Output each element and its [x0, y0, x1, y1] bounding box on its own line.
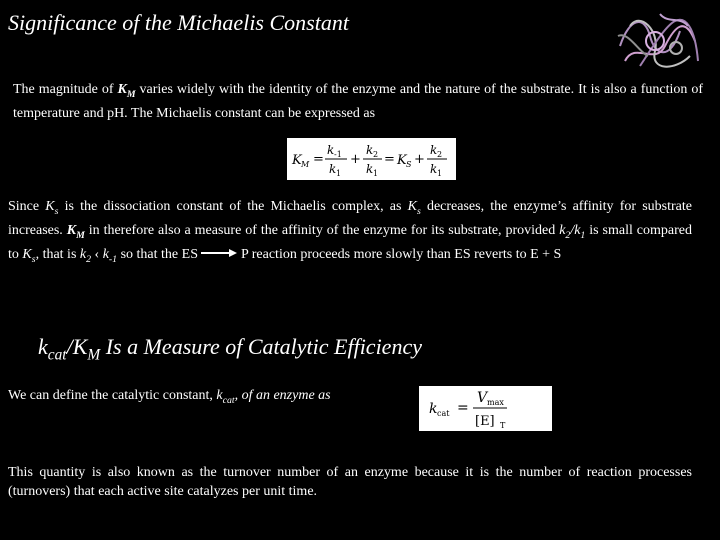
svg-text:cat: cat — [437, 409, 450, 418]
svg-text:k: k — [327, 143, 335, 157]
svg-text:M: M — [301, 160, 310, 169]
svg-text:2: 2 — [373, 150, 379, 159]
svg-text:=: = — [313, 152, 324, 167]
svg-text:[E]: [E] — [475, 414, 495, 429]
svg-text:max: max — [487, 398, 504, 407]
svg-text:+: + — [350, 152, 361, 167]
svg-text:k: k — [430, 162, 438, 176]
section-heading: $k_{cat}/K_M$ Is a Measure of Catalytic Efficiency — [38, 334, 422, 364]
protein-structure-icon — [610, 6, 705, 76]
michaelis-constant-equation — [287, 138, 456, 180]
kcat-equation — [419, 386, 552, 431]
svg-text:k: k — [429, 401, 438, 417]
kcat-definition-text: We can define the catalytic constant, $k_{cat}$, of an enzyme as — [8, 388, 331, 406]
intro-paragraph: The magnitude of $K_M$ varies widely with the identity of the enzyme and the nature of the substrate. It is also a function of temperature and pH. The Michaelis constant can be expressed as — [13, 82, 703, 121]
svg-text:=: = — [457, 400, 469, 416]
reaction-arrow-icon — [201, 245, 237, 264]
svg-text:T: T — [500, 421, 506, 430]
svg-text:2: 2 — [437, 150, 443, 159]
svg-text:1: 1 — [373, 169, 379, 178]
svg-text:k: k — [366, 162, 374, 176]
svg-text:k: k — [329, 162, 337, 176]
turnover-paragraph: This quantity is also known as the turnover number of an enzyme because it is the number of reaction processes (turnovers) that each active site catalyzes per unit time. — [8, 465, 692, 499]
svg-text:K: K — [292, 153, 302, 168]
affinity-paragraph: Since $K_s$ is the dissociation constant of the Michaelis complex, as $K_s$ decreases, the enzyme’s affinity for substrate increases. $K_M$ in therefore also a measure of the affinity of the enzyme for its substrate, provided $k_2/k_1$ is small compared to $K_s$, that is $k_2$ ‹ $k_{-1}$ so that the ES P reaction proceeds more slowly than ES reverts to E + S — [8, 199, 692, 265]
svg-text:=: = — [384, 152, 395, 167]
svg-text:1: 1 — [336, 169, 342, 178]
svg-text:k: k — [366, 143, 374, 157]
svg-text:S: S — [406, 160, 412, 169]
svg-text:1: 1 — [437, 169, 443, 178]
svg-text:k: k — [430, 143, 438, 157]
svg-text:-1: -1 — [334, 150, 342, 159]
svg-text:K: K — [397, 153, 407, 168]
svg-text:V: V — [477, 390, 488, 406]
svg-text:+: + — [414, 152, 425, 167]
slide-title: Significance of the Michaelis Constant — [8, 10, 349, 35]
